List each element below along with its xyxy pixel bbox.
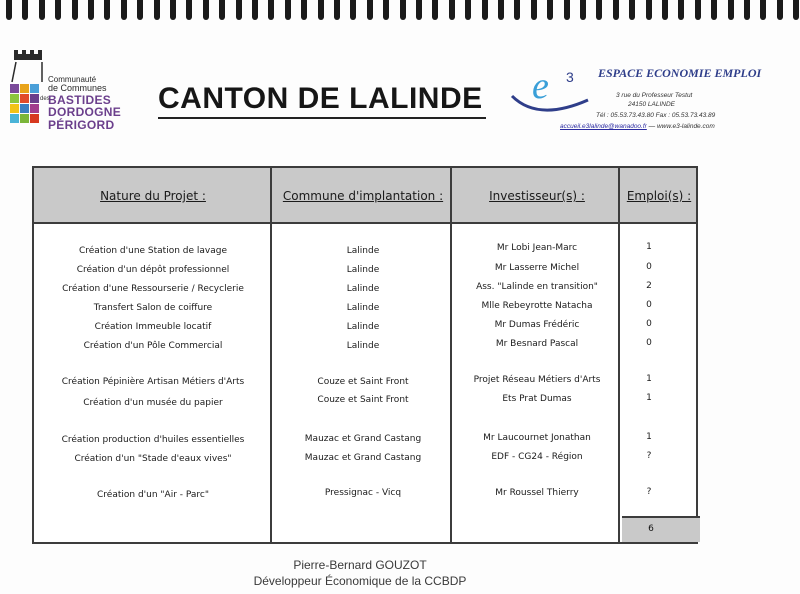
binding-ring — [416, 0, 422, 20]
binding-ring — [547, 0, 553, 20]
cell-emploi: 1 — [646, 432, 652, 442]
binding-ring — [728, 0, 734, 20]
cell-emploi: 0 — [646, 262, 652, 272]
binding-ring — [301, 0, 307, 20]
table-row — [34, 318, 696, 336]
table-row — [34, 373, 696, 391]
binding-ring — [137, 0, 143, 20]
binding-ring — [252, 0, 258, 20]
cell-nature: Création d'un dépôt professionnel — [76, 265, 230, 275]
cell-investisseur: Mr Lasserre Michel — [494, 263, 580, 273]
ccbdp-logo — [6, 48, 122, 132]
binding-ring — [55, 0, 61, 20]
cell-commune: Couze et Saint Front — [317, 377, 409, 387]
page-title: CANTON DE LALINDE — [158, 82, 483, 115]
cell-emploi: 1 — [646, 242, 652, 252]
binding-ring — [39, 0, 45, 20]
binding-ring — [514, 0, 520, 20]
logo-line-2: de Communes — [48, 83, 107, 93]
cell-commune: Mauzac et Grand Castang — [304, 434, 422, 444]
cell-investisseur: Ets Prat Dumas — [502, 394, 572, 404]
cell-commune: Lalinde — [346, 246, 380, 256]
binding-ring — [104, 0, 110, 20]
table-row — [34, 486, 696, 504]
binding-ring — [186, 0, 192, 20]
binding-ring — [744, 0, 750, 20]
table-row — [34, 337, 696, 355]
cell-commune: Lalinde — [346, 322, 380, 332]
footer-role: Développeur Économique de la CCBDP — [253, 574, 467, 588]
binding-ring — [88, 0, 94, 20]
binding-ring — [711, 0, 717, 20]
binding-ring — [662, 0, 668, 20]
footer-name: Pierre-Bernard GOUZOT — [293, 558, 427, 572]
binding-ring — [777, 0, 783, 20]
binding-ring — [629, 0, 635, 20]
table-row — [34, 261, 696, 279]
binding-ring — [646, 0, 652, 20]
cell-emploi: 0 — [646, 338, 652, 348]
e3-contact — [560, 123, 715, 130]
total-cell — [622, 516, 700, 542]
e3-name: ESPACE ECONOMIE EMPLOI — [598, 66, 762, 80]
e3-mark: e — [532, 65, 549, 107]
table-row — [34, 242, 696, 260]
table-row — [34, 394, 696, 412]
cell-commune: Lalinde — [346, 341, 380, 351]
logo-line-4: DORDOGNE — [48, 105, 122, 119]
cell-emploi: 1 — [646, 393, 652, 403]
e3-phone: Tél : 05.53.73.43.80 Fax : 05.53.73.43.89 — [596, 112, 716, 119]
binding-ring — [564, 0, 570, 20]
binding-ring — [400, 0, 406, 20]
binding-ring — [760, 0, 766, 20]
cell-investisseur: Mr Lobi Jean-Marc — [496, 243, 578, 253]
cell-nature: Création d'une Station de lavage — [78, 246, 227, 256]
cell-investisseur: Mr Laucournet Jonathan — [483, 433, 591, 443]
spiral-binding — [0, 0, 800, 22]
binding-ring — [236, 0, 242, 20]
binding-ring — [350, 0, 356, 20]
e3-email-link[interactable]: accueil.e3lalinde@wanadoo.fr — [560, 123, 647, 130]
total-emplois: 6 — [648, 524, 654, 534]
header-investisseur: Investisseur(s) : — [489, 189, 585, 203]
table-row — [34, 280, 696, 298]
table-row — [34, 299, 696, 317]
cell-nature: Création d'un Pôle Commercial — [83, 341, 223, 351]
binding-ring — [318, 0, 324, 20]
cell-emploi: ? — [646, 451, 652, 461]
cell-commune: Lalinde — [346, 303, 380, 313]
cell-emploi: 0 — [646, 319, 652, 329]
cell-investisseur: Mr Besnard Pascal — [495, 339, 579, 349]
binding-ring — [482, 0, 488, 20]
logo-prefix: des — [40, 96, 50, 102]
cell-emploi: 2 — [646, 281, 652, 291]
binding-ring — [678, 0, 684, 20]
e3-address-2: 24150 LALINDE — [628, 101, 675, 108]
e3-website-link[interactable]: www.e3-lalinde.com — [656, 123, 715, 130]
binding-ring — [72, 0, 78, 20]
binding-ring — [219, 0, 225, 20]
binding-ring — [268, 0, 274, 20]
cell-nature: Création d'un "Air - Parc" — [97, 490, 209, 500]
binding-ring — [465, 0, 471, 20]
cell-investisseur: Mr Dumas Frédéric — [494, 320, 580, 330]
table-row — [34, 450, 696, 468]
cell-nature: Création production d'huiles essentielles — [61, 435, 245, 445]
cell-investisseur: Mr Roussel Thierry — [495, 488, 579, 498]
binding-ring — [498, 0, 504, 20]
e3-web-sep: — — [648, 123, 657, 130]
binding-ring — [6, 0, 12, 20]
cell-emploi: ? — [646, 487, 652, 497]
binding-ring — [154, 0, 160, 20]
cell-commune: Lalinde — [346, 265, 380, 275]
binding-ring — [203, 0, 209, 20]
logo-line-3: BASTIDES — [48, 93, 112, 107]
binding-ring — [449, 0, 455, 20]
binding-ring — [121, 0, 127, 20]
binding-ring — [334, 0, 340, 20]
cell-nature: Création Immeuble locatif — [94, 322, 212, 332]
binding-ring — [695, 0, 701, 20]
title-underline — [158, 117, 486, 119]
cell-commune: Mauzac et Grand Castang — [304, 453, 422, 463]
binding-ring — [793, 0, 799, 20]
cell-commune: Pressignac - Vicq — [324, 488, 402, 498]
header-nature: Nature du Projet : — [100, 189, 206, 203]
cell-nature: Transfert Salon de coiffure — [93, 303, 213, 313]
binding-ring — [383, 0, 389, 20]
binding-ring — [596, 0, 602, 20]
cell-emploi: 0 — [646, 300, 652, 310]
table-header — [34, 168, 696, 224]
binding-ring — [170, 0, 176, 20]
cell-investisseur: Ass. "Lalinde en transition" — [476, 282, 598, 292]
header-commune: Commune d'implantation : — [282, 189, 444, 203]
e3-address-1: 3 rue du Professeur Testut — [616, 92, 693, 99]
binding-ring — [22, 0, 28, 20]
logo-line-5: PÉRIGORD — [48, 118, 115, 132]
binding-ring — [613, 0, 619, 20]
cell-commune: Couze et Saint Front — [317, 395, 409, 405]
binding-ring — [432, 0, 438, 20]
logo-line-1: Communauté — [48, 75, 97, 84]
table-row — [34, 431, 696, 449]
e3-sup: 3 — [566, 69, 574, 85]
projects-table — [32, 166, 698, 544]
cell-nature: Création Pépinière Artisan Métiers d'Arts — [61, 377, 245, 387]
binding-ring — [580, 0, 586, 20]
cell-nature: Création d'un musée du papier — [83, 398, 223, 408]
cell-investisseur: Projet Réseau Métiers d'Arts — [473, 375, 601, 385]
binding-ring — [367, 0, 373, 20]
cell-investisseur: Mlle Rebeyrotte Natacha — [481, 301, 593, 311]
binding-ring — [531, 0, 537, 20]
cell-investisseur: EDF - CG24 - Région — [491, 452, 583, 462]
binding-ring — [285, 0, 291, 20]
cell-nature: Création d'un "Stade d'eaux vives" — [74, 454, 232, 464]
cell-commune: Lalinde — [346, 284, 380, 294]
cell-emploi: 1 — [646, 374, 652, 384]
header-emploi: Emploi(s) : — [626, 189, 692, 203]
cell-nature: Création d'une Ressourserie / Recyclerie — [62, 284, 244, 294]
